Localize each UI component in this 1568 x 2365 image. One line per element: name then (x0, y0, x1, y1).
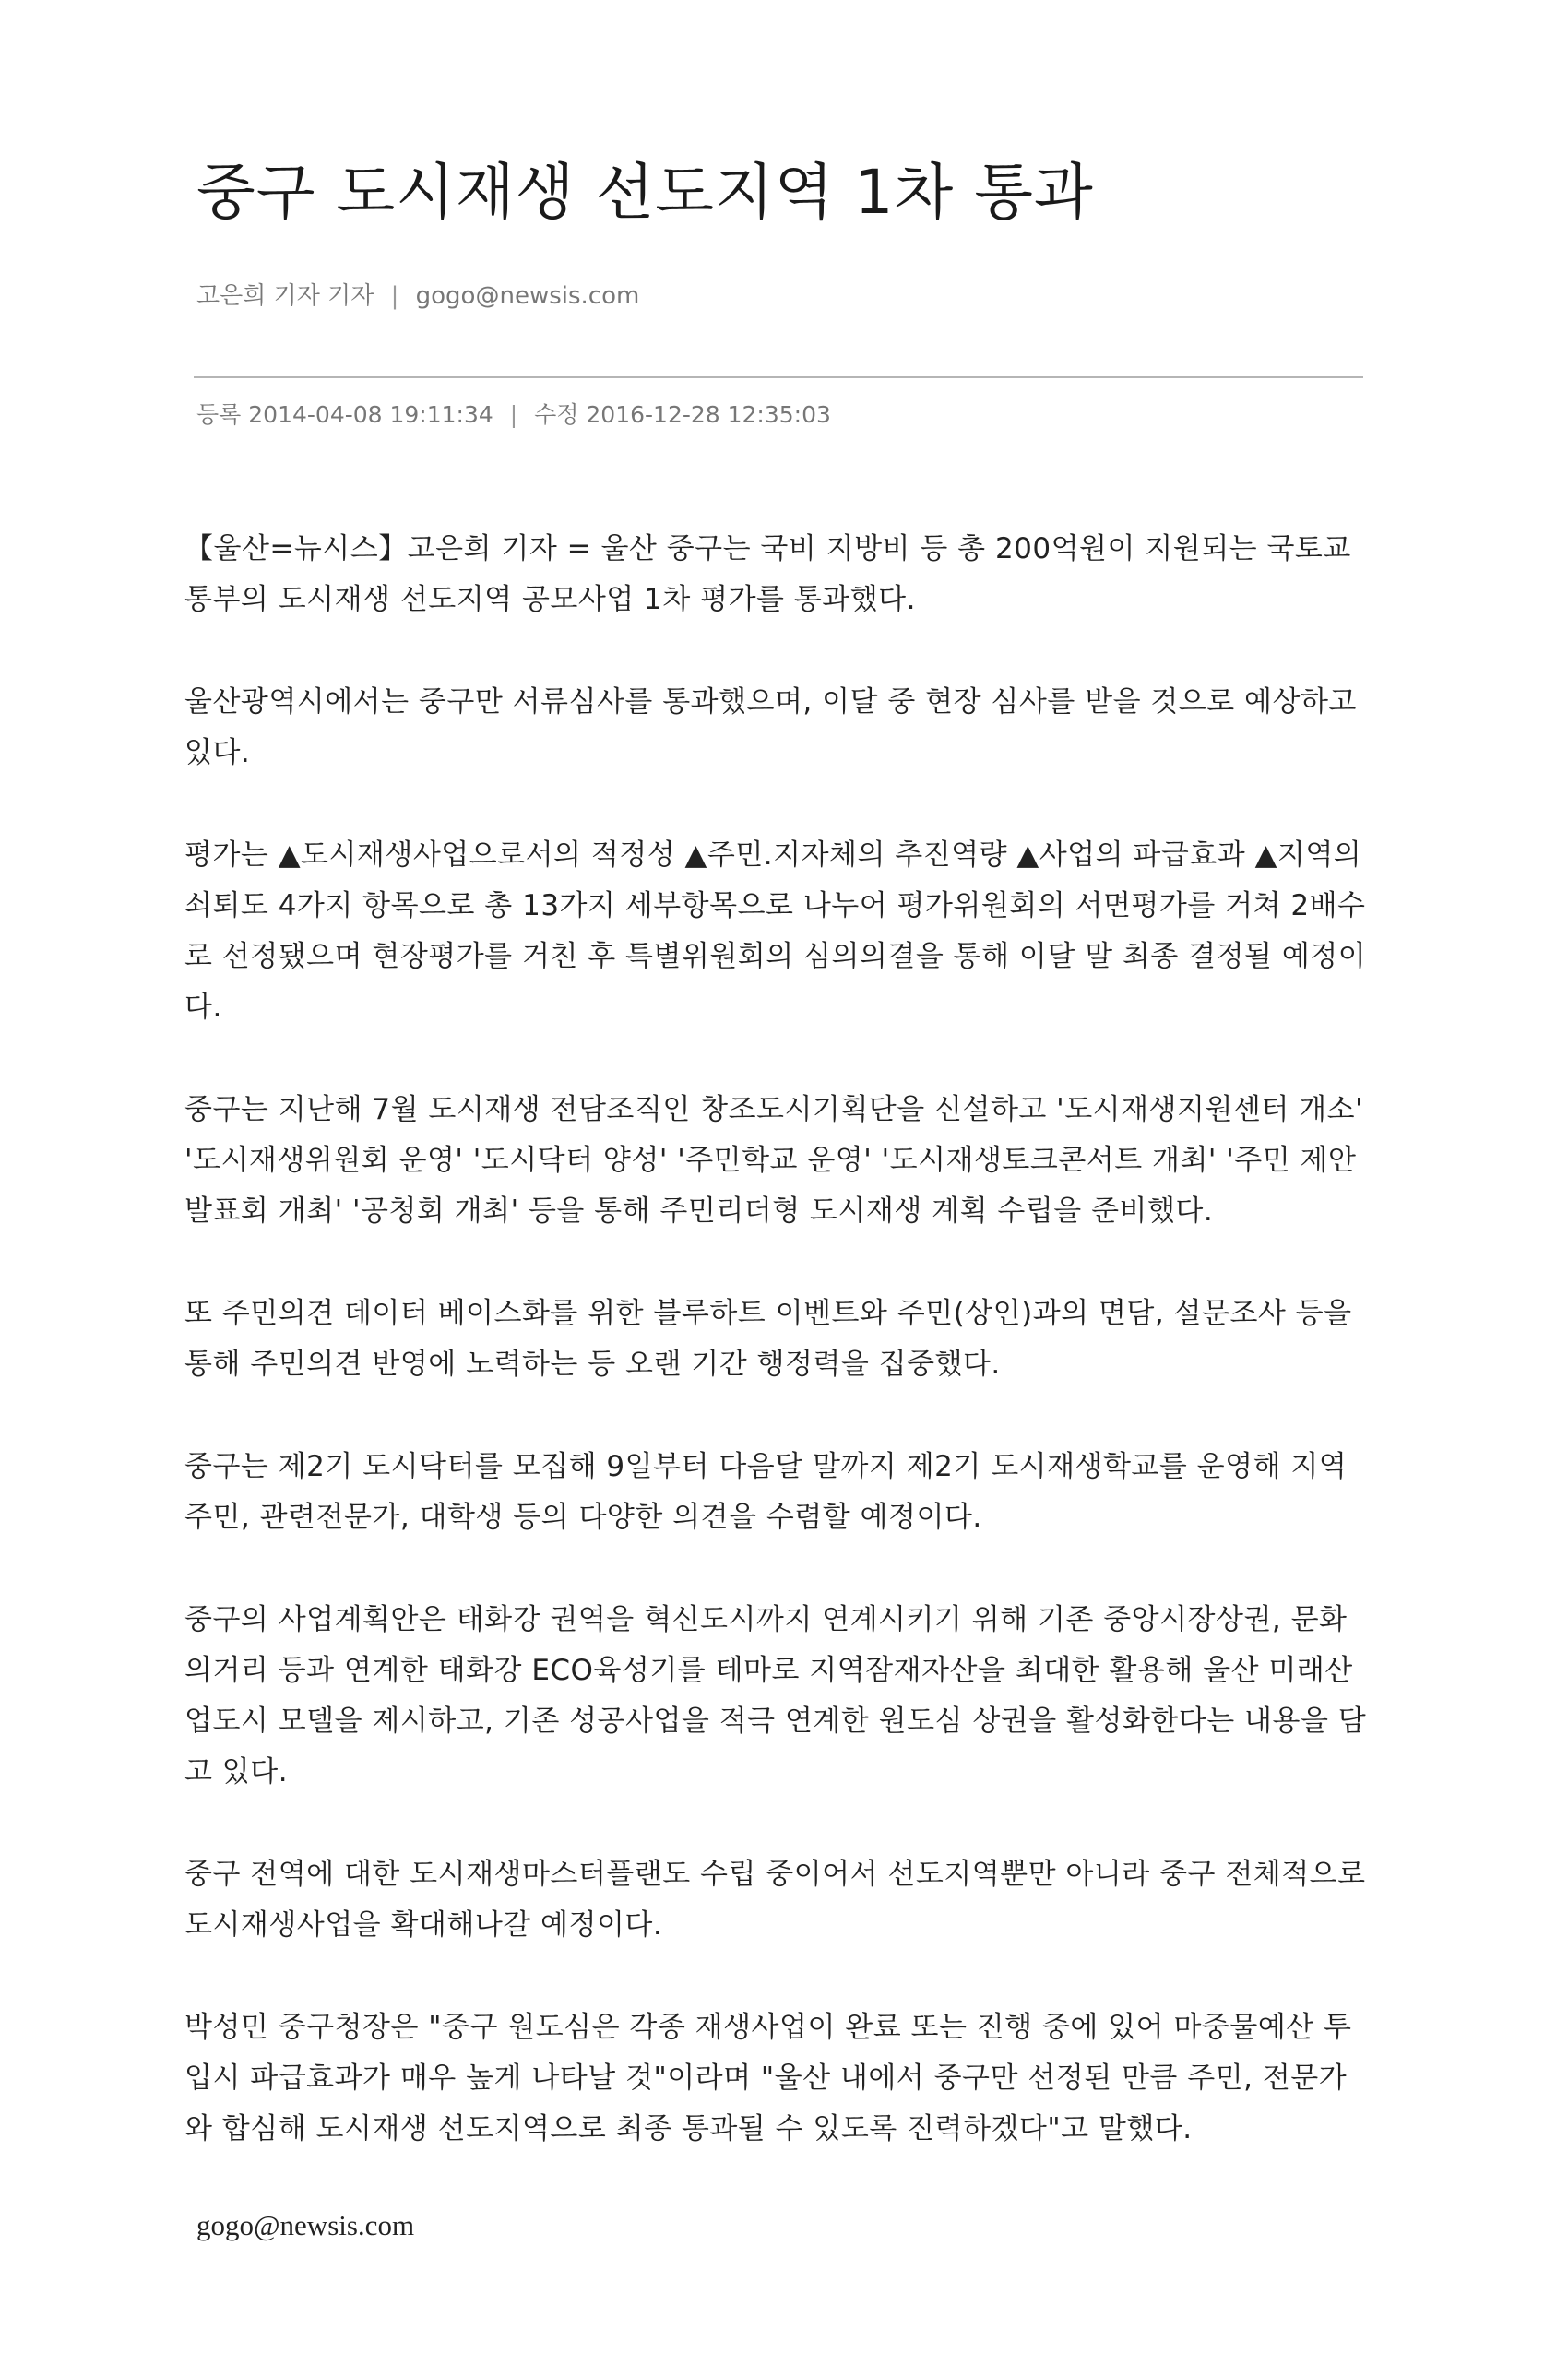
registered-label: 등록 (196, 401, 242, 428)
byline-separator: | (390, 282, 399, 310)
signature-email: gogo@newsis.com (196, 2209, 415, 2241)
article-paragraph: 중구는 제2기 도시닥터를 모집해 9일부터 다음달 말까지 제2기 도시재생학교를 운영해 지역주민, 관련전문가, 대학생 등의 다양한 의견을 수렴할 예정이다. (184, 1450, 1348, 1534)
article-paragraph: 울산광역시에서는 중구만 서류심사를 통과했으며, 이달 중 현장 심사를 받을 것으로 예상하고 있다. (184, 685, 1357, 769)
article-paragraph: 평가는 ▲도시재생사업으로서의 적정성 ▲주민.지자체의 추진역량 ▲사업의 파급효과 ▲지역의 쇠퇴도 4가지 항목으로 총 13가지 세부항목으로 나누어 평가위원회의 서면평가를 거쳐 2배수로 선정됐으며 현장평가를 거친 후 특별위원회의 심의의결을 통해 이달 말 최종 결정될 예정이다. (184, 838, 1367, 1024)
registered-date: 2014-04-08 19:11:34 (248, 401, 493, 428)
reporter-email: gogo@newsis.com (415, 282, 640, 310)
article-paragraph: 또 주민의견 데이터 베이스화를 위한 블루하트 이벤트와 주민(상인)과의 면담, 설문조사 등을 통해 주민의견 반영에 노력하는 등 오랜 기간 행정력을 집중했다. (184, 1297, 1352, 1381)
dateline-separator: | (509, 401, 518, 428)
header-divider (194, 376, 1363, 378)
article-paragraph: 중구 전역에 대한 도시재생마스터플랜도 수립 중이어서 선도지역뿐만 아니라 중구 전체적으로 도시재생사업을 확대해나갈 예정이다. (184, 1858, 1366, 1942)
article-paragraph: 박성민 중구청장은 "중구 원도심은 각종 재생사업이 완료 또는 진행 중에 있어 마중물예산 투입시 파급효과가 매우 높게 나타날 것"이라며 "울산 내에서 중구만 선정된 만큼 주민, 전문가와 합심해 도시재생 선도지역으로 최종 통과될 수 있도록 진력하겠다"고 말했다. (184, 2011, 1352, 2145)
article-title: 중구 도시재생 선도지역 1차 통과 (196, 157, 1094, 228)
article-paragraph: 중구의 사업계획안은 태화강 권역을 혁신도시까지 연계시키기 위해 기존 중앙시장상권, 문화의거리 등과 연계한 태화강 ECO육성기를 테마로 지역잠재자산을 최대한 활용해 울산 미래산업도시 모델을 제시하고, 기존 성공사업을 적극 연계한 원도심 상권을 활성화한다는 내용을 담고 있다. (184, 1603, 1367, 1789)
article-paragraph: 중구는 지난해 7월 도시재생 전담조직인 창조도시기획단을 신설하고 '도시재생지원센터 개소' '도시재생위원회 운영' '도시닥터 양성' '주민학교 운영' '도시재생토크콘서트 개최' '주민 제안발표회 개최' '공청회 개최' 등을 통해 주민리더형 도시재생 계획 수립을 준비했다. (184, 1093, 1364, 1228)
reporter-name: 고은희 기자 기자 (196, 282, 374, 310)
article-paragraph: 【울산=뉴시스】고은희 기자 = 울산 중구는 국비 지방비 등 총 200억원이 지원되는 국토교통부의 도시재생 선도지역 공모사업 1차 평가를 통과했다. (184, 532, 1351, 616)
modified-date: 2016-12-28 12:35:03 (586, 401, 831, 428)
article-body (184, 524, 1374, 2206)
modified-label: 수정 (534, 401, 579, 428)
dateline (196, 397, 831, 430)
byline (196, 277, 639, 311)
